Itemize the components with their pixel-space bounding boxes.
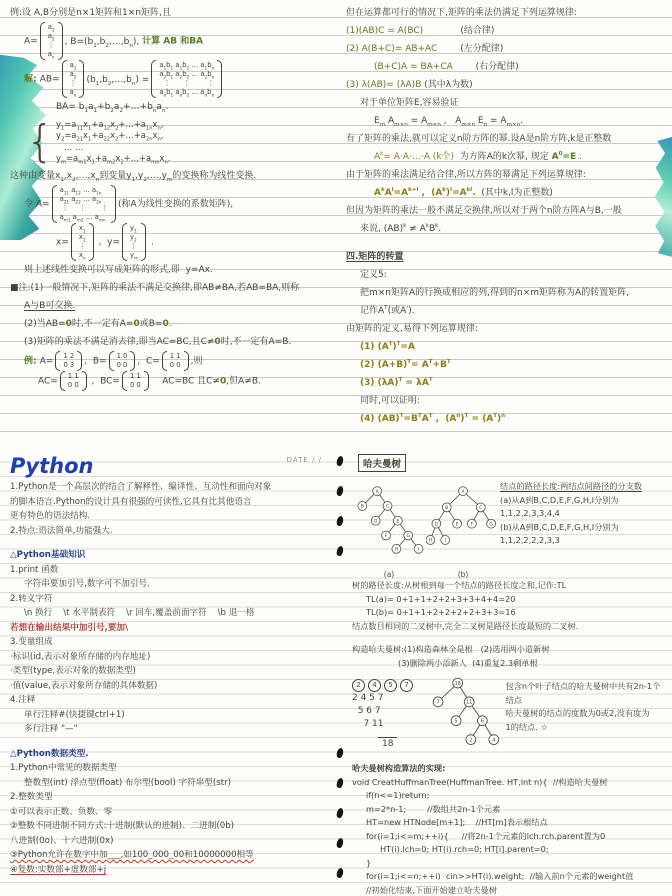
svg-text:C: C bbox=[385, 504, 390, 510]
note-text: A= bbox=[39, 356, 54, 367]
note-line: 单行注释#(快捷键ctrl+1) bbox=[24, 709, 125, 720]
tree-caption: (a) bbox=[383, 570, 395, 579]
note-line: 更有特色的语法结构. bbox=[10, 511, 91, 521]
note-text: (其中k,l为正整数) bbox=[475, 188, 553, 198]
circled-number: 4 bbox=[368, 679, 381, 692]
note-line: △Python数据类型. bbox=[10, 748, 89, 759]
merge-step-row: 5 6 7 bbox=[352, 705, 381, 716]
note-text: 时,不一定有A=B. bbox=[220, 337, 292, 347]
note-line bbox=[346, 40, 666, 58]
note-line bbox=[10, 223, 330, 261]
note-text: 0 bbox=[65, 319, 72, 329]
note-line bbox=[10, 333, 330, 351]
note-text: . bbox=[576, 152, 582, 162]
note-line: 若想在输出结果中加引号,要加\ bbox=[10, 622, 129, 633]
note-text: 计算 AB 和BA bbox=[142, 36, 204, 47]
note-line: 对于单位矩阵E,容易验证 bbox=[360, 98, 459, 108]
note-text: (右分配律) bbox=[452, 62, 519, 72]
python-notes-content bbox=[10, 480, 330, 877]
note-line: ■注:(1)一般情况下,矩阵的乘法不满足交换律,即AB≠BA,若AB=BA,则称 bbox=[10, 283, 300, 293]
note-line: m=2*n-1; //数组共2n-1个元素 bbox=[366, 803, 501, 814]
huffman-code bbox=[352, 776, 666, 896]
svg-text:18: 18 bbox=[454, 680, 461, 687]
svg-text:D: D bbox=[434, 522, 439, 528]
svg-text:5: 5 bbox=[454, 718, 458, 725]
note-line: 1.print 函数 bbox=[10, 564, 59, 575]
binary-tree-diagrams bbox=[352, 474, 500, 579]
note-line: (4) $(AB)^T=B^TA^T$ , $(A^n)^T = (A^T)^n$ bbox=[360, 413, 506, 424]
note-line: 3.变量组成 bbox=[10, 637, 53, 647]
note-line: 这种由变量$x_1,x_2,\dots,x_n$到变量$y_1,y_2,\dots,y_m$的变换称为线性变换. bbox=[10, 171, 257, 183]
matrix: $a_1b_1$ $a_1b_2$ … $a_1b_n$ $a_2b_1$ $a_2b_2$ … $a_2b_n$ ⋮ ⋮ ⋮ $a_nb_1$ $a_nb_2$ … $a_nb_n$ bbox=[151, 60, 222, 98]
note-line: 整数型(int) 浮点型(float) 布尔型(bool) 字符串型(str) bbox=[24, 777, 231, 788]
note-line: 由矩阵的定义,易得下列运算规律: bbox=[346, 324, 478, 334]
note-text: (左分配律) bbox=[437, 44, 504, 54]
brace: { bbox=[26, 116, 54, 167]
svg-text:I: I bbox=[417, 547, 420, 553]
note-line: 包含n个叶子结点的哈夫曼树中共有2n-1个结点 bbox=[505, 681, 661, 705]
note-text: AB= bbox=[39, 74, 60, 85]
note-text: 为方阵A的k次幂, 规定 bbox=[453, 152, 552, 162]
svg-text:G: G bbox=[406, 534, 410, 540]
note-line: 八进制(0o)、十六进制(0x) bbox=[10, 835, 114, 846]
note-line: TL(b)= 0+1+1+2+2+2+2+3+3=16 bbox=[366, 607, 516, 617]
note-line: 由于矩阵的乘法满足结合律,所以方阵的幂满足下列运算规律: bbox=[346, 170, 586, 180]
note-text: ,则 bbox=[190, 356, 203, 367]
note-line: ②整数不同进制不同方式:十进制(默认的进制)、二进制(0b) bbox=[10, 821, 234, 831]
note-line bbox=[346, 148, 666, 166]
page-title: 哈夫曼树 bbox=[358, 454, 406, 472]
note-text: . bbox=[148, 237, 154, 248]
note-line: 结点的路径长度:两结点间路径的分支数 bbox=[500, 481, 642, 491]
note-line: 多行注释 "—" bbox=[24, 724, 78, 734]
note-line: ④复数:实数部+虚数部+j bbox=[10, 864, 107, 875]
svg-text:4: 4 bbox=[491, 737, 495, 744]
huffman-body-notes bbox=[352, 579, 666, 670]
huffman-property-notes bbox=[502, 672, 666, 734]
math-example-page bbox=[0, 0, 336, 448]
path-length-notes bbox=[500, 474, 666, 548]
circled-number: 2 bbox=[352, 679, 365, 692]
note-line: 同时,可以证明: bbox=[360, 396, 420, 406]
svg-text:A: A bbox=[461, 489, 465, 495]
svg-text:F: F bbox=[470, 522, 474, 528]
circled-weights bbox=[352, 672, 420, 692]
note-text: (3) λ(AB)= (λA)B bbox=[346, 80, 425, 90]
note-line: (2) $(A+B)^T= A^T+B^T$ bbox=[360, 359, 451, 370]
note-text: (2)当AB= bbox=[24, 319, 66, 329]
note-line bbox=[10, 60, 330, 98]
note-line bbox=[10, 315, 330, 333]
spacer bbox=[352, 633, 666, 643]
note-text: 0 bbox=[162, 319, 169, 329]
note-line: (3) $(\lambda A)^T = \lambda A^T$ bbox=[360, 377, 433, 388]
note-line: 2.转义字符 bbox=[10, 593, 53, 604]
spacer bbox=[10, 737, 330, 747]
note-line: 1的结点. ☆ bbox=[505, 721, 548, 732]
note-line: 定义5: bbox=[360, 270, 387, 280]
note-line: for(i=1;i<=m;++i){ //将2n-1个元素的lch.rch.parent置为0 bbox=[366, 830, 606, 841]
merge-step-row: 2 4 5 7 bbox=[352, 692, 384, 703]
note-line: 例:设 A,B分别是n×1矩阵和1×n矩阵,且 bbox=[10, 8, 171, 18]
note-line: 但因为矩阵的乘法一般不满足交换律,所以对于两个n阶方阵A与B,一般 bbox=[346, 206, 622, 216]
note-text: A= bbox=[24, 36, 38, 47]
note-text: x= bbox=[56, 237, 69, 248]
circled-number: 7 bbox=[400, 679, 413, 692]
note-text: AC=BC 且C≠ bbox=[150, 376, 221, 387]
matrix: 1 2 0 3 bbox=[55, 351, 82, 371]
note-text: (称A为线性变换的系数矩阵), bbox=[118, 199, 234, 210]
note-line: ③Python允许在数字中加___,如100_000_00和10000000相等 bbox=[10, 850, 254, 860]
note-line: 的脚本语言.Python的设计具有很强的可读性,它具有比其他语言 bbox=[10, 496, 252, 507]
matrix: $a_{11}$ $a_{12}$ … $a_{1n}$ $a_{21}$ $a_{22}$ … $a_{2n}$ ⋮ ⋮ ⋮ $a_{m1}$ $a_{m2}$ … $a_{mn}$ bbox=[52, 185, 116, 223]
note-text: 令 A= bbox=[24, 199, 50, 210]
note-line: 2.整数类型 bbox=[10, 792, 53, 802]
note-line: for(i=1;i<=n;++i) cin>>HT(i).weight; //输入前n个元素的weight值 bbox=[366, 871, 634, 881]
spacer bbox=[346, 238, 666, 248]
tree-diagram bbox=[352, 474, 426, 579]
note-text: 例: bbox=[24, 356, 40, 367]
note-line: HT(i).lch=0; HT(i).rch=0; HT[i].parent=0; bbox=[380, 844, 549, 854]
matrix: 1 1 0 0 bbox=[162, 351, 189, 371]
note-text: (1)(AB)C = A(BC) bbox=[346, 26, 424, 36]
note-text: AC= bbox=[38, 376, 58, 387]
huffman-notes-page bbox=[336, 448, 672, 896]
note-line bbox=[10, 351, 330, 371]
note-line: 来说, $(AB)^k \ne A^kB^k$. bbox=[360, 223, 442, 234]
note-line: TL(a)= 0+1+1+2+2+3+3+4+4=20 bbox=[366, 593, 516, 604]
svg-text:E: E bbox=[396, 519, 400, 525]
svg-text:D: D bbox=[373, 519, 378, 525]
equation-system: { $y_1=a_{11}x_1+a_{12}x_2+\dots+a_{1n}x_n$, $y_2=a_{21}x_1+a_{22}x_2+\dots+a_{2n}x_n$, … … $y_m=a_{m1}x_1+a_{m2}x_2+\dots+a_{mn}x_n$. bbox=[26, 116, 171, 167]
python-notes-page bbox=[0, 448, 336, 896]
note-text: , $B=(b_1,b_2,\dots,b_n)$, bbox=[64, 36, 143, 49]
note-line: △Python基础知识 bbox=[10, 550, 86, 560]
spacer bbox=[10, 538, 330, 548]
note-line: 树的路径长度:从树根到每一个结点的路径长度之和,记作:TL bbox=[352, 580, 567, 590]
note-line: 哈夫曼树的结点的度数为0或2,没有度为 bbox=[505, 708, 650, 718]
page-title: Python bbox=[10, 454, 94, 478]
matrix: 1 0 0 0 bbox=[109, 351, 136, 371]
note-line: if(n<=1)return; bbox=[366, 790, 430, 800]
svg-text:G: G bbox=[489, 522, 493, 528]
note-line: 构造哈夫曼树:(1)构造森林全是根 (2)选用两小造新树 bbox=[352, 644, 550, 654]
note-line bbox=[10, 371, 330, 391]
note-line: 字符串要加引号,数字可不加引号. bbox=[24, 579, 150, 589]
note-line: $BA= b_1a_1+b_2a_2+\dots+b_na_n$. bbox=[56, 102, 169, 114]
note-line bbox=[346, 22, 666, 40]
note-line: 把m×n矩阵A的行换成相应的列,得到的n×m矩阵称为A的转置矩阵, bbox=[360, 288, 630, 298]
note-text: 解: bbox=[24, 74, 40, 85]
note-line: (b)从A到B,C,D,E,F,G,H,I分别为1,1,2,2,2,2,3,3 bbox=[500, 521, 619, 545]
note-line bbox=[10, 22, 330, 60]
note-line bbox=[346, 76, 666, 94]
svg-text:2: 2 bbox=[468, 737, 472, 744]
note-text: $A^k=$ A·A·…·A (k个) bbox=[374, 151, 454, 162]
note-text: 0 bbox=[133, 319, 140, 329]
matrix-rules-content bbox=[336, 0, 672, 428]
svg-text:7: 7 bbox=[435, 699, 440, 706]
note-line: 4.注释 bbox=[10, 695, 36, 705]
note-text: 0 bbox=[220, 376, 227, 387]
note-text: 0 bbox=[214, 337, 221, 347]
note-line: A与B可交换. bbox=[24, 301, 76, 311]
note-line: ·标识(id,表示对象所存储的内存地址) bbox=[10, 651, 151, 662]
svg-text:H: H bbox=[428, 538, 433, 544]
note-text: , BC= bbox=[88, 376, 120, 387]
note-text: $(b_1,b_2,\dots,b_n)$ = bbox=[86, 74, 150, 87]
note-text: (3)矩阵的乘法不满足消去律,即当AC=BC,且C≠ bbox=[24, 337, 215, 347]
svg-text:B: B bbox=[445, 506, 449, 512]
note-line: 则上述线性变换可以写成矩阵的形式,即 y=Ax. bbox=[24, 265, 213, 275]
matrix-rules-page bbox=[336, 0, 672, 448]
note-text: , B= bbox=[84, 356, 107, 367]
note-text: , C= bbox=[137, 356, 160, 367]
huffman-merge-steps bbox=[352, 672, 420, 751]
note-line: 1.Python中常见的数据类型 bbox=[10, 763, 117, 773]
algorithm-heading: 哈夫曼树构造算法的实现: bbox=[352, 763, 446, 773]
note-text: 或B= bbox=[139, 319, 163, 329]
svg-text:6: 6 bbox=[480, 718, 484, 725]
merge-step-row: 18 bbox=[378, 737, 397, 751]
note-text: $A^kA^l=A^{k+l}$ , $(A^k)^l=A^{kl}$. bbox=[374, 187, 476, 198]
note-text: (2) A(B+C)= AB+AC bbox=[346, 44, 438, 54]
note-line: } bbox=[366, 857, 372, 868]
tree-diagram bbox=[426, 474, 500, 579]
note-line: (1) $(A^T)^T=A$ bbox=[360, 341, 415, 352]
matrix: $a_1$ $a_2$ ⋮ $a_n$ bbox=[40, 22, 63, 60]
note-line: 但在运算都可行的情况下,矩阵的乘法仍满足下列运算规律: bbox=[346, 8, 577, 18]
svg-text:A: A bbox=[375, 489, 379, 495]
tree-caption: (b) bbox=[457, 570, 469, 579]
note-text: (结合律) bbox=[423, 26, 495, 36]
svg-text:11: 11 bbox=[465, 699, 472, 706]
matrix: $x_1$ $x_2$ ⋮ $x_n$ bbox=[71, 223, 94, 261]
date-value: / / bbox=[312, 456, 322, 464]
note-line: void CreatHuffmanTree(HuffmanTree. HT,int n){ //构造哈夫曼树 bbox=[352, 776, 608, 787]
note-line bbox=[346, 184, 666, 202]
note-text: ,但A≠B. bbox=[226, 376, 261, 387]
note-line bbox=[10, 185, 330, 223]
note-line: HT=new HTNode[m+1]; //HT[m]表示根结点 bbox=[366, 817, 548, 827]
note-line: 2.特点:语法简单,功能强大. bbox=[10, 525, 113, 536]
note-line: ·值(value,表示对象所存储的具体数据) bbox=[10, 680, 158, 691]
note-line: ①可以表示正数、负数、零 bbox=[10, 806, 113, 817]
matrix: $a_1$ $a_2$ ⋮ $a_n$ bbox=[62, 60, 85, 98]
matrix: $y_1$ $y_2$ ⋮ $y_m$ bbox=[122, 223, 146, 261]
svg-text:B: B bbox=[360, 504, 364, 510]
note-line: 结点数目相同的二叉树中,完全二叉树是路径长度最短的二叉树. bbox=[352, 620, 579, 631]
matrix: 1 1 0 0 bbox=[60, 371, 87, 391]
note-text: 时,不一定有A= bbox=[71, 319, 134, 329]
note-text: (其中λ为数) bbox=[424, 80, 473, 90]
svg-text:F: F bbox=[384, 534, 388, 540]
note-line: 有了矩阵的乘法,就可以定义n阶方阵的幂.设A是n阶方阵,k是正整数 bbox=[346, 134, 612, 144]
note-line: (3)删除两小添新人 (4)重复2.3剩单根 bbox=[398, 657, 538, 668]
svg-text:C: C bbox=[479, 506, 483, 512]
note-line: (a)从A到B,C,D,E,F,G,H,I分别为1,1,2,2,3,3,4,4 bbox=[500, 494, 619, 518]
date-label: DATE bbox=[286, 456, 309, 464]
note-text: $A^0=E$ bbox=[551, 151, 577, 162]
circled-number: 5 bbox=[384, 679, 397, 692]
math-example-content bbox=[0, 0, 336, 391]
note-line: \n 换行 \t 水平制表符 \r 回车,覆盖前面字符 \b 退一格 bbox=[24, 608, 255, 618]
note-text: (B+C)A = BA+CA bbox=[374, 62, 453, 72]
svg-text:H: H bbox=[394, 547, 399, 553]
note-text: . bbox=[168, 319, 172, 329]
tree-diagram bbox=[420, 672, 502, 762]
note-line: ·类型(type,表示对象的数据类型) bbox=[10, 666, 136, 676]
svg-text:E: E bbox=[455, 522, 459, 528]
note-line: 1.Python是一个高层次的结合了解释性、编译性、互动性和面向对象 bbox=[10, 482, 272, 492]
merge-step-row: 7 11 bbox=[352, 718, 384, 729]
huffman-tree-diagram bbox=[420, 672, 502, 762]
matrix: 1 1 0 0 bbox=[122, 371, 149, 391]
note-text: , y= bbox=[95, 237, 120, 248]
note-line: //初始化结束,下面开始建立哈夫曼树 bbox=[366, 884, 497, 895]
note-line: 记作$A^T$(或A′). bbox=[360, 305, 415, 316]
note-line: $E_m$ $A_{m\times n} = A_{m\times n}$ , $A_{m\times n}$ $E_n = A_{m\times n}$. bbox=[374, 116, 524, 128]
note-line bbox=[346, 58, 666, 76]
svg-text:I: I bbox=[444, 538, 446, 544]
note-line: 四.矩阵的转置 bbox=[346, 252, 404, 262]
